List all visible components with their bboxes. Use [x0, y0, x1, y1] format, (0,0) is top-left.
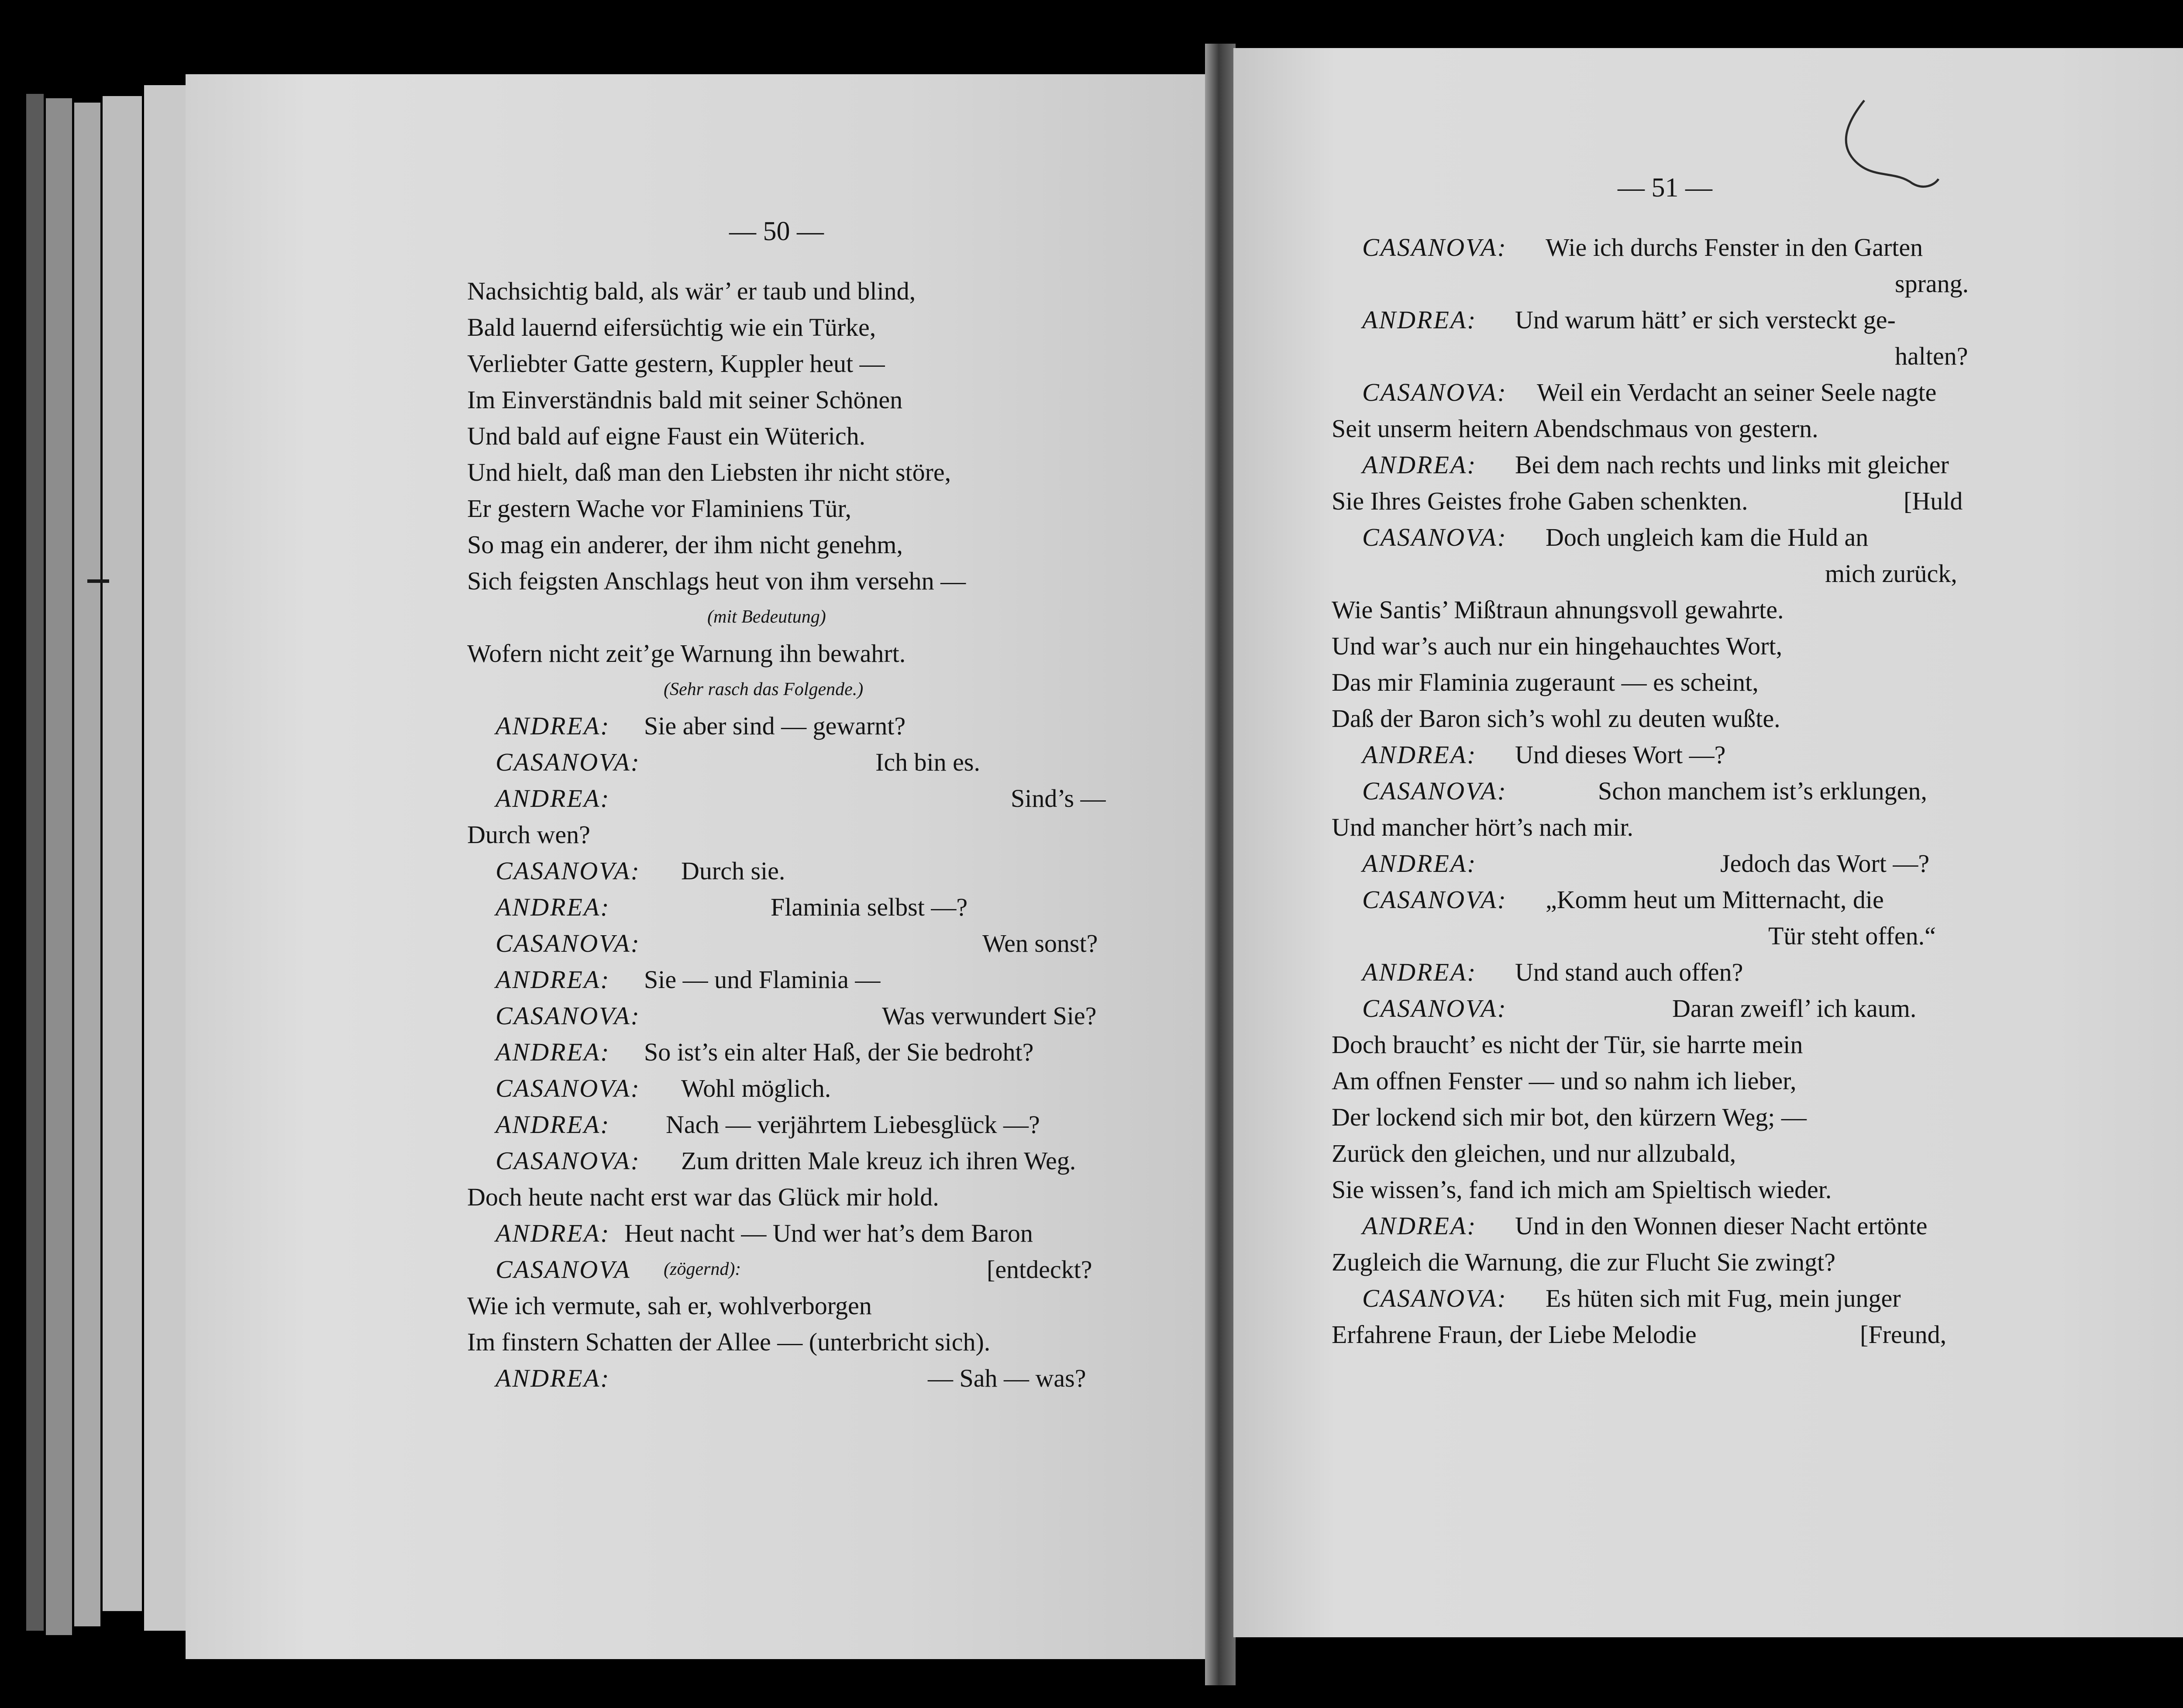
text-line [467, 889, 1188, 925]
speaker-name: CASANOVA [496, 1255, 631, 1284]
verse-text: Und bald auf eigne Faust ein Wüterich. [467, 422, 866, 450]
text-line [1332, 700, 2183, 737]
verse-text: Nachsichtig bald, als wär’ er taub und blind, [467, 277, 916, 305]
text-line [1332, 229, 2183, 265]
verse-text: Und hielt, daß man den Liebsten ihr nicht störe, [467, 458, 951, 486]
text-line [1332, 555, 2183, 592]
verse-text: Sich feigsten Anschlags heut von ihm versehn — [467, 567, 966, 595]
verse-text: [Freund, [1860, 1320, 1947, 1349]
verse-text: Sie aber sind — gewarnt? [644, 712, 906, 740]
stage-direction: (zögernd): [664, 1259, 741, 1279]
verse-text: Flaminia selbst —? [771, 893, 968, 921]
text-line [1332, 1135, 2183, 1171]
text-line [467, 1070, 1188, 1106]
verse-text: Daß der Baron sich’s wohl zu deuten wußte. [1332, 704, 1780, 733]
book-spine [1205, 44, 1236, 1685]
verse-text: Seit unserm heitern Abendschmaus von gestern. [1332, 414, 1818, 443]
text-line [467, 1360, 1188, 1396]
verse-text: Wen sonst? [982, 929, 1098, 957]
speaker-name: CASANOVA: [1362, 378, 1507, 406]
text-line [1332, 1316, 2183, 1353]
margin-mark [87, 579, 109, 583]
text-line [1332, 628, 2183, 664]
verse-text: Am offnen Fenster — und so nahm ich lieber, [1332, 1067, 1797, 1095]
text-line [1332, 1063, 2183, 1099]
text-line [467, 1106, 1188, 1143]
left-page-edge [26, 94, 44, 1631]
text-line [1332, 338, 2183, 374]
verse-text: Verliebter Gatte gestern, Kuppler heut — [467, 349, 885, 378]
text-line [1332, 374, 2183, 410]
left-page-edge [74, 103, 100, 1626]
text-line [1332, 1099, 2183, 1135]
verse-text: Doch heute nacht erst war das Glück mir hold. [467, 1183, 939, 1211]
text-line [467, 816, 1188, 853]
text-line [467, 708, 1188, 744]
speaker-name: ANDREA: [496, 784, 610, 813]
verse-text: Im Einverständnis bald mit seiner Schönen [467, 386, 903, 414]
verse-text: Es hüten sich mit Fug, mein junger [1546, 1284, 1901, 1312]
verse-text: Und war’s auch nur ein hingehauchtes Wort, [1332, 632, 1783, 660]
speaker-name: ANDREA: [496, 1364, 610, 1392]
text-line [1332, 1244, 2183, 1280]
speaker-name: CASANOVA: [496, 1074, 640, 1102]
right-page-text [1332, 229, 2183, 1353]
verse-text: Das mir Flaminia zugeraunt — es scheint, [1332, 668, 1759, 696]
text-line [1332, 954, 2183, 990]
text-line [1332, 1026, 2183, 1063]
right-page [1233, 48, 2183, 1637]
pen-mark [1829, 96, 1943, 196]
speaker-name: CASANOVA: [1362, 233, 1507, 262]
text-line [467, 1034, 1188, 1070]
verse-text: Und dieses Wort —? [1515, 740, 1726, 769]
verse-text: Jedoch das Wort —? [1720, 849, 1930, 878]
speaker-name: ANDREA: [1362, 451, 1477, 479]
verse-text: Wie ich durchs Fenster in den Garten [1546, 233, 1923, 262]
left-page-edge [144, 85, 186, 1631]
speaker-name: ANDREA: [496, 1219, 610, 1247]
text-line [467, 635, 1188, 671]
speaker-name: CASANOVA: [496, 1002, 640, 1030]
verse-text: Doch ungleich kam die Huld an [1546, 523, 1869, 551]
text-line [1332, 737, 2183, 773]
verse-text: Sind’s — [1011, 784, 1106, 813]
speaker-name: ANDREA: [496, 1038, 610, 1066]
text-line [467, 853, 1188, 889]
stage-direction: (Sehr rasch das Folgende.) [664, 679, 864, 699]
verse-text: So mag ein anderer, der ihm nicht genehm, [467, 530, 903, 559]
speaker-name: ANDREA: [496, 893, 610, 921]
text-line [467, 309, 1188, 345]
verse-text: Wofern nicht zeit’ge Warnung ihn bewahrt. [467, 639, 906, 668]
verse-text: Bei dem nach rechts und links mit gleicher [1515, 451, 1949, 479]
stage-direction: (mit Bedeutung) [707, 607, 826, 627]
text-line [467, 563, 1188, 599]
verse-text: Er gestern Wache vor Flaminiens Tür, [467, 494, 851, 523]
text-line [467, 744, 1188, 780]
speaker-name: ANDREA: [1362, 1212, 1477, 1240]
verse-text: Zum dritten Male kreuz ich ihren Weg. [681, 1147, 1076, 1175]
speaker-name: ANDREA: [496, 1110, 610, 1139]
speaker-name: ANDREA: [1362, 306, 1477, 334]
speaker-name: ANDREA: [1362, 740, 1477, 769]
speaker-name: CASANOVA: [496, 857, 640, 885]
speaker-name: CASANOVA: [1362, 994, 1507, 1023]
text-line [467, 1324, 1188, 1360]
verse-text: Daran zweifl’ ich kaum. [1672, 994, 1917, 1023]
text-line [1332, 265, 2183, 302]
verse-text: Zugleich die Warnung, die zur Flucht Sie zwingt? [1332, 1248, 1835, 1276]
text-line [467, 1143, 1188, 1179]
verse-text: „Komm heut um Mitternacht, die [1546, 885, 1884, 914]
text-line [467, 1288, 1188, 1324]
text-line [467, 925, 1188, 961]
speaker-name: CASANOVA: [496, 1147, 640, 1175]
verse-text: Ich bin es. [875, 748, 980, 776]
text-line [1332, 773, 2183, 809]
text-line [467, 1251, 1188, 1288]
text-line [1332, 1208, 2183, 1244]
speaker-name: CASANOVA: [496, 929, 640, 957]
verse-text: Und stand auch offen? [1515, 958, 1743, 986]
text-line [467, 599, 1188, 635]
verse-text: Und in den Wonnen dieser Nacht ertönte [1515, 1212, 1928, 1240]
text-line [1332, 809, 2183, 845]
text-line [467, 1179, 1188, 1215]
verse-text: Bald lauernd eifersüchtig wie ein Türke, [467, 313, 876, 341]
text-line [1332, 1280, 2183, 1316]
verse-text: — Sah — was? [928, 1364, 1086, 1392]
verse-text: Schon manchem ist’s erklungen, [1598, 777, 1927, 805]
verse-text: Tür steht offen.“ [1768, 922, 1936, 950]
text-line [467, 454, 1188, 490]
speaker-name: ANDREA: [496, 712, 610, 740]
left-page-edge [46, 98, 72, 1635]
page-number: — 51 — [1618, 173, 1712, 203]
text-line [467, 671, 1188, 708]
text-line [467, 273, 1188, 309]
verse-text: sprang. [1895, 269, 1969, 298]
verse-text: Zurück den gleichen, und nur allzubald, [1332, 1139, 1736, 1167]
verse-text: Und mancher hört’s nach mir. [1332, 813, 1633, 841]
speaker-name: ANDREA: [1362, 958, 1477, 986]
text-line [467, 418, 1188, 454]
verse-text: Der lockend sich mir bot, den kürzern Weg; — [1332, 1103, 1807, 1131]
text-line [1332, 845, 2183, 882]
verse-text: Durch sie. [681, 857, 785, 885]
speaker-name: CASANOVA: [1362, 523, 1507, 551]
speaker-name: ANDREA: [496, 965, 610, 994]
verse-text: Erfahrene Fraun, der Liebe Melodie [1332, 1320, 1697, 1349]
verse-text: Weil ein Verdacht an seiner Seele nagte [1537, 378, 1937, 406]
verse-text: Doch braucht’ es nicht der Tür, sie harrte mein [1332, 1030, 1803, 1059]
text-line [1332, 483, 2183, 519]
text-line [467, 998, 1188, 1034]
verse-text: Wie ich vermute, sah er, wohlverborgen [467, 1291, 872, 1320]
verse-text: Durch wen? [467, 820, 590, 849]
verse-text: halten? [1895, 342, 1968, 370]
speaker-name: ANDREA: [1362, 849, 1477, 878]
text-line [1332, 519, 2183, 555]
text-line [1332, 1171, 2183, 1208]
left-page-edge [103, 96, 142, 1611]
verse-text: [Huld [1904, 487, 1963, 515]
verse-text: Im finstern Schatten der Allee — (unterbricht sich). [467, 1328, 991, 1356]
text-line [1332, 882, 2183, 918]
left-page-text [467, 273, 1188, 1396]
text-line [1332, 990, 2183, 1026]
verse-text: mich zurück, [1825, 559, 1957, 588]
text-line [1332, 664, 2183, 700]
verse-text: Wohl möglich. [681, 1074, 831, 1102]
speaker-name: CASANOVA: [496, 748, 640, 776]
verse-text: Und warum hätt’ er sich versteckt ge- [1515, 306, 1896, 334]
text-line [467, 345, 1188, 382]
text-line [467, 527, 1188, 563]
text-line [1332, 592, 2183, 628]
text-line [467, 961, 1188, 998]
left-page [186, 74, 1205, 1659]
verse-text: Sie Ihres Geistes frohe Gaben schenkten. [1332, 487, 1748, 515]
text-line [467, 780, 1188, 816]
speaker-name: CASANOVA: [1362, 885, 1507, 914]
verse-text: Sie wissen’s, fand ich mich am Spieltisch wieder. [1332, 1175, 1832, 1204]
verse-text: Heut nacht — Und wer hat’s dem Baron [624, 1219, 1033, 1247]
text-line [1332, 302, 2183, 338]
page-number: — 50 — [729, 217, 824, 246]
speaker-name: CASANOVA: [1362, 1284, 1507, 1312]
text-line [1332, 918, 2183, 954]
verse-text: Sie — und Flaminia — [644, 965, 881, 994]
text-line [467, 1215, 1188, 1251]
text-line [1332, 410, 2183, 447]
verse-text: So ist’s ein alter Haß, der Sie bedroht? [644, 1038, 1034, 1066]
verse-text: [entdeckt? [987, 1255, 1092, 1284]
speaker-name: CASANOVA: [1362, 777, 1507, 805]
verse-text: Nach — verjährtem Liebesglück —? [666, 1110, 1040, 1139]
verse-text: Wie Santis’ Mißtraun ahnungsvoll gewahrte. [1332, 596, 1784, 624]
verse-text: Was verwundert Sie? [882, 1002, 1097, 1030]
text-line [1332, 447, 2183, 483]
text-line [467, 490, 1188, 527]
text-line [467, 382, 1188, 418]
